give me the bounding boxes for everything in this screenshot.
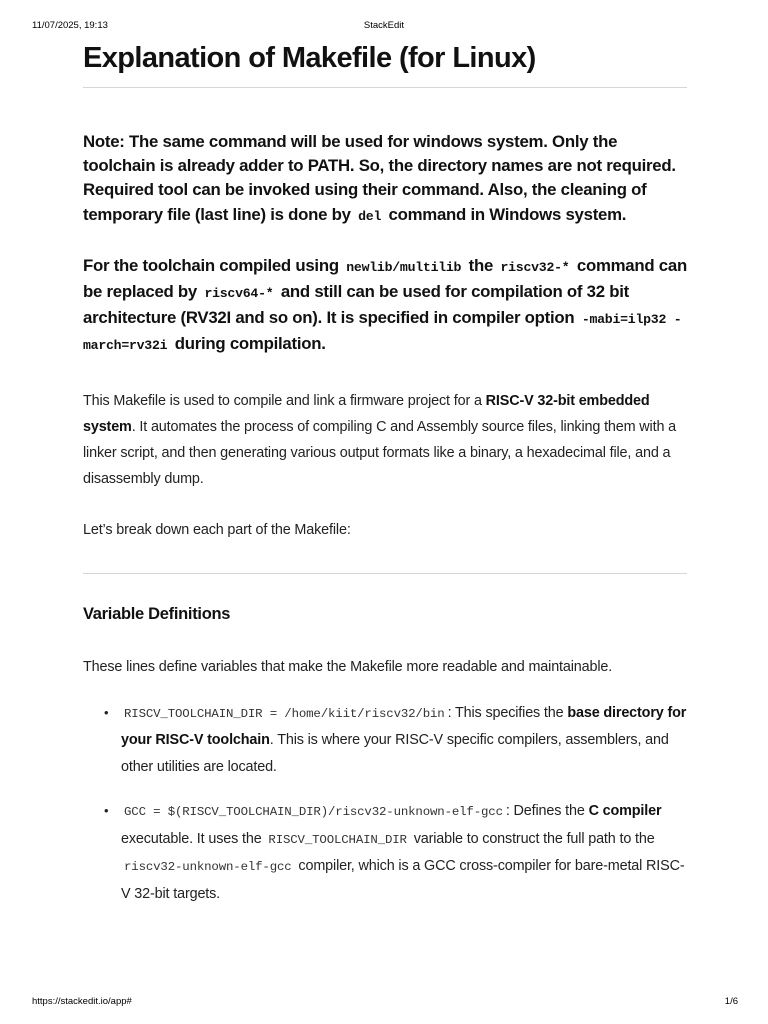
note-text: command can be replaced by: [83, 255, 687, 302]
inline-code: newlib/multilib: [346, 259, 462, 275]
print-footer: [0, 996, 768, 1010]
print-datetime: 11/07/2025, 19:13: [32, 20, 108, 31]
bullet: •: [104, 704, 109, 720]
inline-code: RISCV_TOOLCHAIN_DIR: [268, 832, 407, 847]
print-url: https://stackedit.io/app#: [32, 996, 132, 1007]
title-divider: [83, 87, 687, 88]
page-number: 1/6: [724, 996, 738, 1007]
note-text: and still can be used for compilation of 32 bit architecture (RV32I and so on). It is specified in compiler option: [83, 282, 629, 328]
bullet: •: [104, 803, 109, 819]
list-item: [83, 798, 687, 907]
list-text: : Defines the: [505, 803, 589, 820]
document-title: Explanation of Makefile (for Linux): [83, 42, 536, 74]
list-text: : This specifies the: [447, 704, 568, 721]
inline-code: del: [358, 208, 382, 224]
note-text: For the toolchain compiled using: [83, 255, 344, 275]
breakdown-paragraph: Let’s break down each part of the Makefile:: [83, 521, 351, 538]
print-header: [0, 20, 768, 34]
list-item: [83, 700, 687, 781]
note-toolchain: [83, 254, 687, 359]
inline-code: riscv32-*: [500, 259, 570, 275]
inline-code: riscv32-unknown-elf-gcc: [124, 860, 292, 875]
list-text: compiler, which is a GCC cross-compiler for bare-metal RISC-V 32-bit targets.: [121, 858, 685, 902]
list-text: . This is where your RISC-V specific compilers, assemblers, and other utilities are located.: [121, 732, 669, 775]
paragraph-text: This Makefile is used to compile and link a firmware project for a: [83, 392, 486, 409]
inline-code: -mabi=ilp32 -march=rv32i: [83, 312, 682, 354]
note-windows: [83, 130, 687, 229]
section-heading: Variable Definitions: [83, 604, 231, 623]
document-content: [83, 36, 687, 907]
note-text: during compilation.: [170, 334, 326, 354]
intro-paragraph: [83, 388, 687, 492]
inline-code: RISCV_TOOLCHAIN_DIR = /home/kiit/riscv32/bin: [124, 706, 445, 721]
list-text: variable to construct the full path to the: [409, 830, 655, 847]
note-text: command in Windows system.: [384, 204, 627, 224]
section-intro: These lines define variables that make the Makefile more readable and maintainable.: [83, 658, 613, 675]
variable-list: [83, 700, 687, 908]
bold-text: RISC-V 32-bit embedded system: [83, 392, 650, 435]
list-text: executable. It uses the: [121, 830, 266, 847]
note-text: Note: The same command will be used for windows system. Only the toolchain is already adder to PATH. So, the directory names are not required. Required tool can be invoked using their command. Also, the cleaning of temporary file (last line) is done by: [83, 132, 676, 224]
inline-code: GCC = $(RISCV_TOOLCHAIN_DIR)/riscv32-unknown-elf-gcc: [124, 805, 503, 820]
inline-code: riscv64-*: [204, 286, 274, 302]
bold-text: base directory for your RISC-V toolchain: [121, 704, 687, 749]
print-app-name: StackEdit: [363, 20, 405, 31]
section-divider: [83, 573, 687, 574]
paragraph-text: . It automates the process of compiling C and Assembly source files, linking them with a linker script, and then generating various output formats like a binary, a hexadecimal file, and a disassembly dump.: [83, 418, 676, 487]
bold-text: C compiler: [588, 803, 662, 820]
note-text: the: [464, 255, 498, 275]
